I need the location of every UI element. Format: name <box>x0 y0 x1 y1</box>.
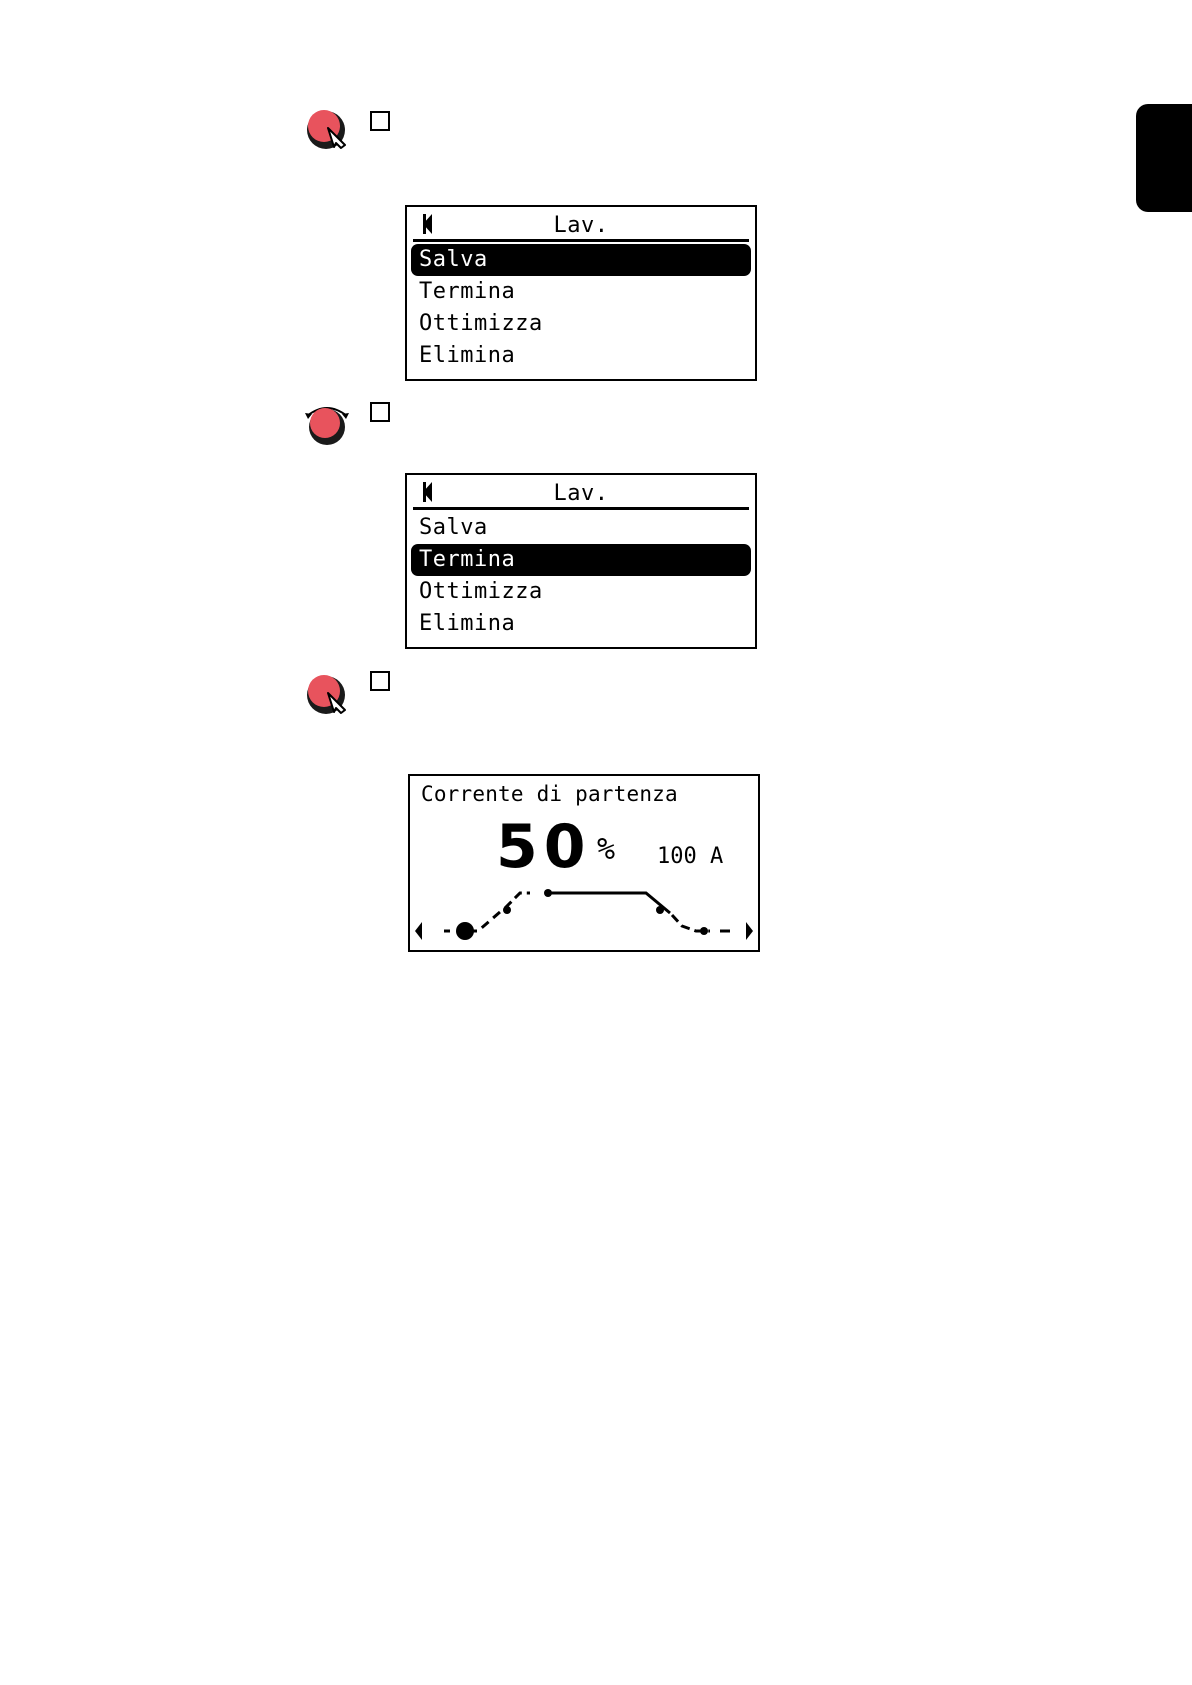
menu-item-termina[interactable]: Termina <box>419 279 516 304</box>
knob-press-icon <box>306 104 352 152</box>
menu-item-termina[interactable]: Termina <box>411 544 751 576</box>
step-checkbox-2[interactable] <box>370 402 390 422</box>
lcd-header <box>413 477 749 510</box>
left-arrow-icon <box>415 922 422 940</box>
lcd-parameter-screen <box>408 774 760 952</box>
lcd-menu-screen-2 <box>405 473 757 649</box>
knob-turn-icon <box>301 398 353 446</box>
lcd-menu-screen-1 <box>405 205 757 381</box>
step-checkbox-1[interactable] <box>370 111 390 131</box>
menu-item-elimina[interactable]: Elimina <box>419 343 516 368</box>
menu-item-salva[interactable]: Salva <box>419 515 488 540</box>
knob-press-icon <box>306 669 352 717</box>
menu-item-ottimizza[interactable]: Ottimizza <box>419 579 543 604</box>
lcd-title: Lav. <box>553 213 609 238</box>
step-checkbox-3[interactable] <box>370 671 390 691</box>
parameter-amperage: 100 A <box>657 844 724 869</box>
right-arrow-icon <box>746 922 753 940</box>
lcd-title: Lav. <box>553 481 609 506</box>
menu-list <box>411 512 751 640</box>
parameter-value[interactable]: 50 <box>496 812 592 882</box>
lcd-header <box>413 209 749 242</box>
section-edge-tab <box>1136 104 1192 212</box>
menu-list <box>411 244 751 372</box>
parameter-unit: % <box>597 832 616 867</box>
active-curve-point <box>456 922 474 940</box>
menu-item-ottimizza[interactable]: Ottimizza <box>419 311 543 336</box>
parameter-title: Corrente di partenza <box>421 782 678 806</box>
welding-current-curve <box>410 776 758 950</box>
menu-item-salva[interactable]: Salva <box>411 244 751 276</box>
menu-item-elimina[interactable]: Elimina <box>419 611 516 636</box>
